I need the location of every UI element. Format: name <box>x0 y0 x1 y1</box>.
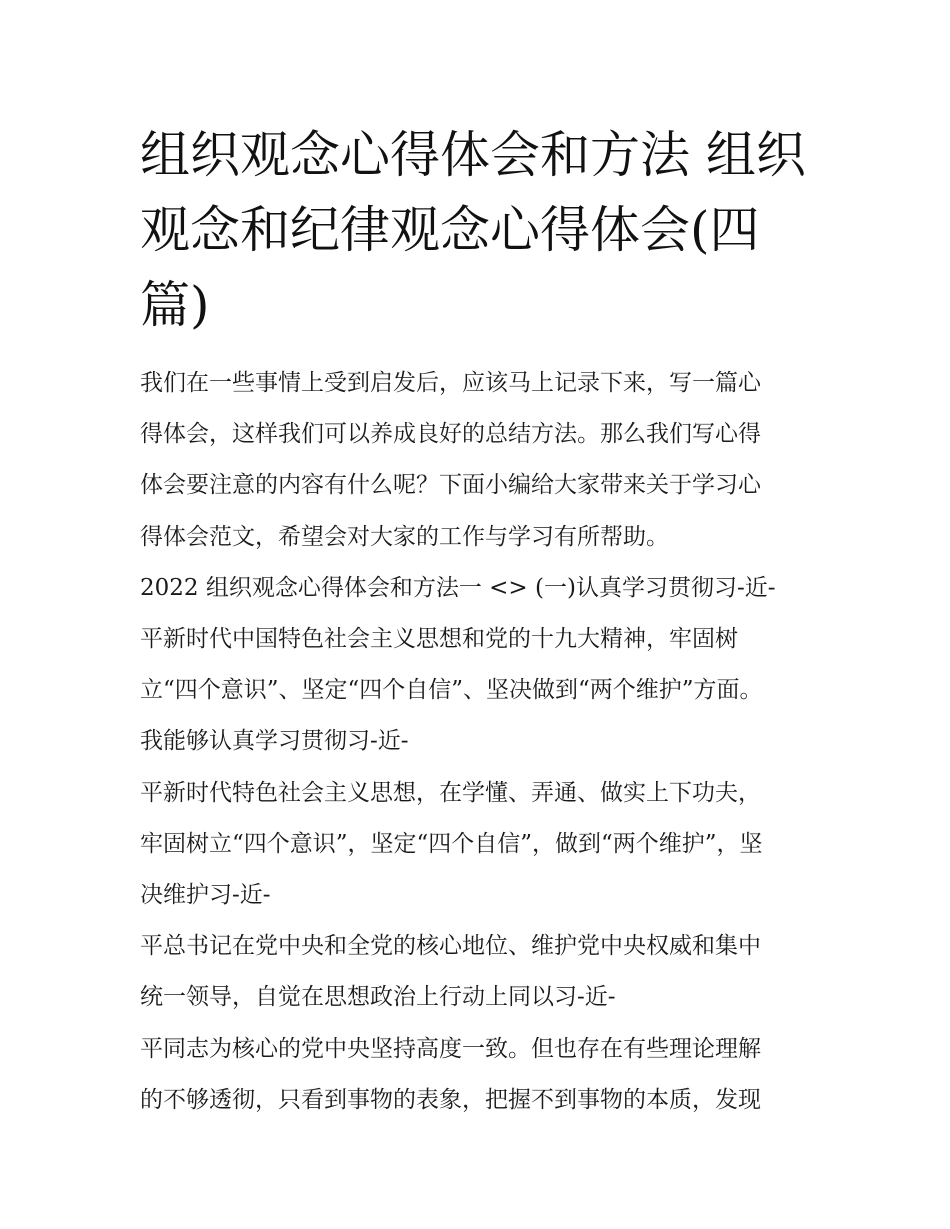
body-line: 2022 组织观念心得体会和方法一 <> (一)认真学习贯彻习-近- <box>140 574 776 601</box>
document-body <box>140 358 840 1126</box>
body-line: 牢固树立“四个意识”，坚定“四个自信”，做到“两个维护”，坚 <box>140 830 763 857</box>
body-line: 的不够透彻，只看到事物的表象，把握不到事物的本质，发现 <box>140 1086 761 1113</box>
body-line: 体会要注意的内容有什么呢？下面小编给大家带来关于学习心 <box>140 472 761 499</box>
title-line: 观念和纪律观念心得体会(四 <box>140 201 760 259</box>
document-title <box>140 118 830 343</box>
body-line: 平同志为核心的党中央坚持高度一致。但也存在有些理论理解 <box>140 1035 761 1062</box>
body-line: 我们在一些事情上受到启发后，应该马上记录下来，写一篇心 <box>140 370 761 396</box>
body-line: 立“四个意识”、坚定“四个自信”、坚决做到“两个维护”方面。 <box>140 677 763 704</box>
body-line: 得体会范文，希望会对大家的工作与学习有所帮助。 <box>140 523 669 550</box>
body-line: 平新时代中国特色社会主义思想和党的十九大精神，牢固树 <box>140 626 738 653</box>
body-line: 我能够认真学习贯彻习-近- <box>140 728 409 755</box>
body-line: 平总书记在党中央和全党的核心地位、维护党中央权威和集中 <box>140 933 761 960</box>
body-line: 决维护习-近- <box>140 882 271 909</box>
body-line: 平新时代特色社会主义思想，在学懂、弄通、做实上下功夫， <box>140 779 761 806</box>
title-line: 组织观念心得体会和方法 组织 <box>140 126 806 184</box>
title-line: 篇) <box>140 276 210 334</box>
body-line: 统一领导，自觉在思想政治上行动上同以习-近- <box>140 984 616 1011</box>
body-line: 得体会，这样我们可以养成良好的总结方法。那么我们写心得 <box>140 421 761 448</box>
